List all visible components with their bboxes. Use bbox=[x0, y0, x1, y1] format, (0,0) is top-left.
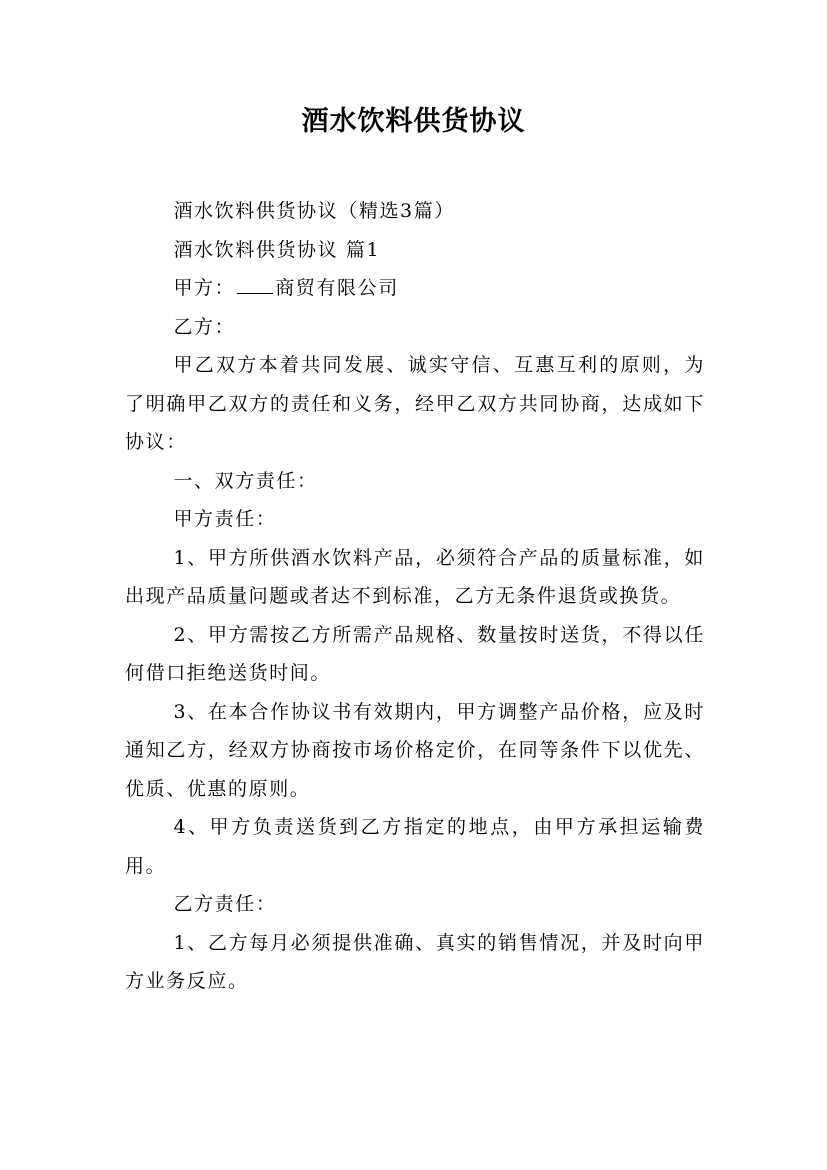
paragraph: 甲方责任： bbox=[173, 508, 277, 530]
paragraph: 酒水饮料供货协议 篇1 bbox=[173, 238, 381, 261]
paragraph: 乙方： bbox=[173, 315, 236, 338]
paragraph: 乙方责任： bbox=[173, 893, 277, 915]
party-a-line bbox=[125, 269, 705, 308]
party-a-label: 甲方： bbox=[173, 277, 236, 299]
paragraph: 甲乙双方本着共同发展、诚实守信、互惠互利的原则，为了明确甲乙双方的责任和义务，经甲乙双方共同协商，达成如下协议： bbox=[125, 354, 705, 453]
paragraph: 酒水饮料供货协议（精选3篇） bbox=[173, 200, 455, 222]
document-body bbox=[125, 192, 705, 1001]
paragraph: 2、甲方需按乙方所需产品规格、数量按时送货，不得以任何借口拒绝送货时间。 bbox=[125, 623, 705, 684]
party-a-company: 商贸有限公司 bbox=[275, 277, 399, 299]
paragraph: 1、乙方每月必须提供准确、真实的销售情况，并及时向甲方业务反应。 bbox=[125, 931, 705, 992]
document-title: 酒水饮料供货协议 bbox=[301, 106, 526, 137]
paragraph: 4、甲方负责送货到乙方指定的地点，由甲方承担运输费用。 bbox=[125, 816, 705, 877]
paragraph: 3、在本合作协议书有效期内，甲方调整产品价格，应及时通知乙方，经双方协商按市场价格定价，在同等条件下以优先、优质、优惠的原则。 bbox=[125, 700, 705, 800]
blank-underline bbox=[237, 277, 273, 294]
paragraph: 一、双方责任： bbox=[173, 469, 318, 492]
paragraph: 1、甲方所供酒水饮料产品，必须符合产品的质量标准，如出现产品质量问题或者达不到标准，乙方无条件退货或换货。 bbox=[125, 546, 705, 607]
